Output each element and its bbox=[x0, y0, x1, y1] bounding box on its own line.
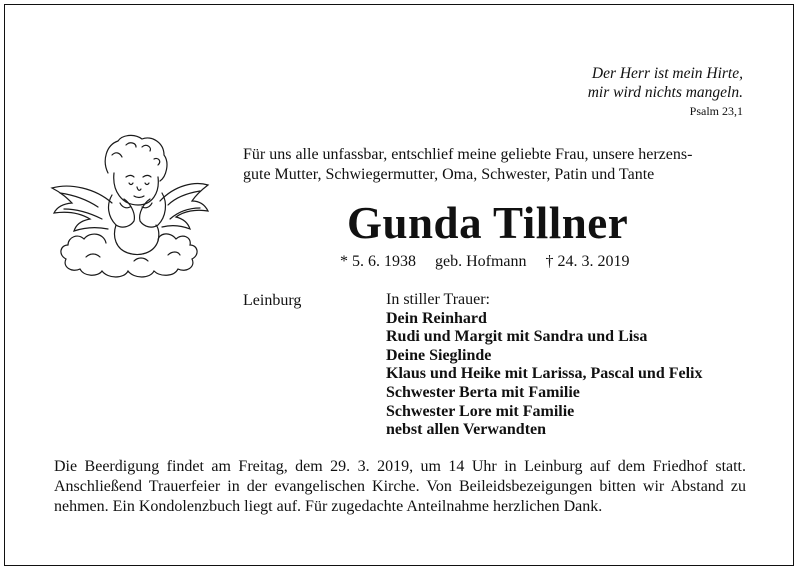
death-date: † 24. 3. 2019 bbox=[545, 253, 630, 270]
place-name: Leinburg bbox=[243, 292, 302, 309]
mourner-entry: Schwester Lore mit Familie bbox=[386, 402, 575, 420]
intro-line-2: gute Mutter, Schwiegermutter, Oma, Schwester, Patin und Tante bbox=[243, 166, 655, 183]
psalm-line-2: mir wird nichts mangeln. bbox=[587, 84, 743, 101]
psalm-quote bbox=[588, 64, 743, 119]
angel-illustration bbox=[50, 133, 210, 283]
mourner-entry: Rudi und Margit mit Sandra und Lisa bbox=[386, 328, 648, 346]
mourners-list bbox=[386, 291, 702, 440]
psalm-line-1: Der Herr ist mein Hirte, bbox=[591, 65, 743, 82]
mourner-entry: nebst allen Verwandten bbox=[386, 421, 547, 439]
intro-line-1: Für uns alle unfassbar, entschlief meine geliebte Frau, unsere herzens- bbox=[243, 146, 693, 163]
mourner-entry: Dein Reinhard bbox=[386, 309, 487, 327]
mourner-entry: Schwester Berta mit Familie bbox=[386, 383, 580, 401]
mourner-entry: Deine Sieglinde bbox=[386, 346, 492, 364]
mourner-entry: Klaus und Heike mit Larissa, Pascal und Felix bbox=[386, 365, 703, 383]
mourning-lead: In stiller Trauer: bbox=[386, 291, 490, 308]
deceased-name: Gunda Tillner bbox=[347, 198, 629, 248]
maiden-name: geb. Hofmann bbox=[435, 253, 527, 270]
intro-text bbox=[243, 145, 748, 185]
birth-date: * 5. 6. 1938 bbox=[340, 253, 416, 270]
psalm-reference: Psalm 23,1 bbox=[689, 104, 743, 118]
life-dates bbox=[340, 252, 645, 272]
funeral-details: Die Beerdigung findet am Freitag, dem 29. 3. 2019, um 14 Uhr in Leinburg auf dem Friedhof statt. Anschließend Trauerfeier in der evangelischen Kirche. Von Beileidsbezeigungen bitten wir Abstand zu nehmen. Ein Kondolenzbuch liegt auf. Für zugedachte Anteilnahme herzlichen Dank. bbox=[54, 458, 746, 515]
